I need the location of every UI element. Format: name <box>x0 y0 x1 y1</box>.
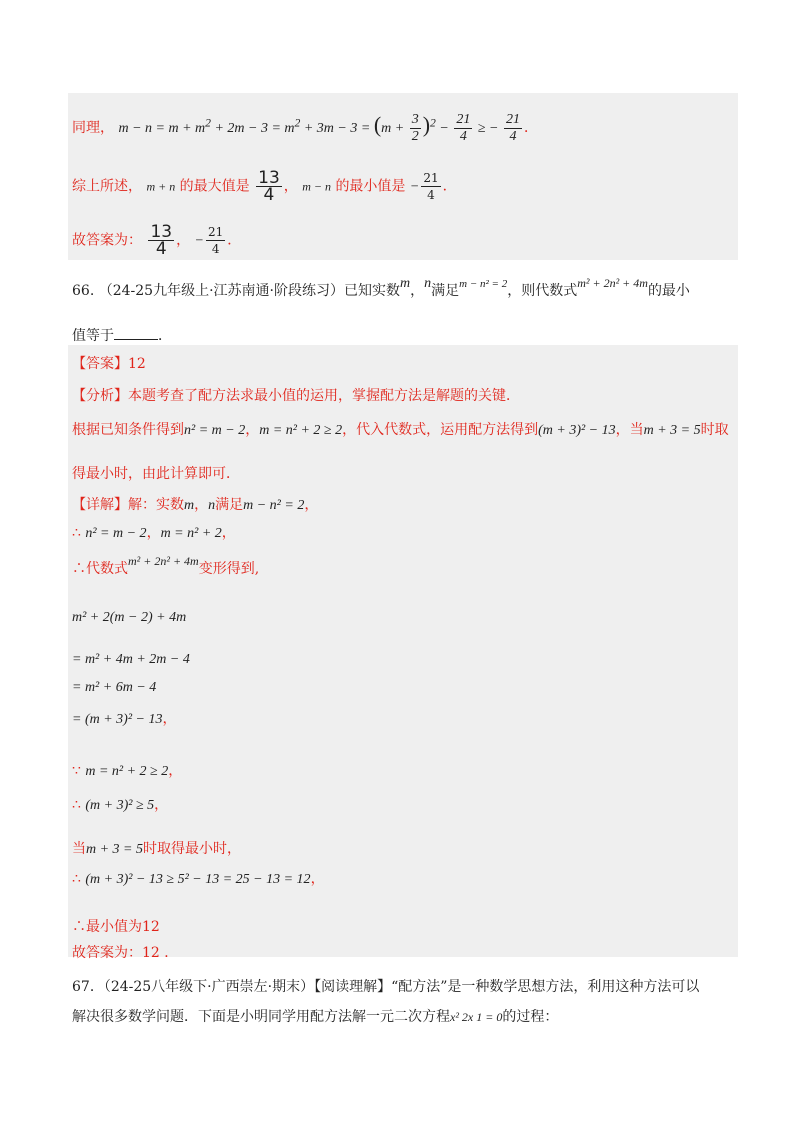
label-similarly: 同理， <box>72 120 114 136</box>
d1-p1: 【详解】解：实数 <box>72 497 184 513</box>
when-line <box>72 838 241 858</box>
label-summary: 综上所述， <box>72 178 142 195</box>
a2-m3: (m + 3)² − 13 <box>538 423 616 438</box>
detail-66-line3 <box>72 554 260 578</box>
d2-m1: n² = m − 2 <box>85 526 147 541</box>
var-n: n <box>424 276 432 291</box>
b2-p2: ， <box>154 797 169 813</box>
line-answer-65: 故答案为： $\frac{13}{4}$ ， − $\frac{21}{4}$ ． <box>72 222 242 259</box>
step-3: = m² + 6m − 4 <box>72 680 157 695</box>
ask: ，则代数式 <box>507 283 578 299</box>
b2-p1: ∴ <box>72 797 86 813</box>
therefore-line-1 <box>72 794 168 814</box>
d1-p4: ， <box>304 497 319 513</box>
d3-p1: ∴代数式 <box>72 561 128 577</box>
d2-p3: ， <box>221 525 236 541</box>
line-similarly: 同理， $m - n = m + m^2 + 2m - 3 = m^2 + 3m - 3 = (m$ + $\frac{3}{2}$ )$^2$ − $\frac{21}{4}$ ≥ − $\frac{21}{4}$ ． <box>72 112 538 145</box>
d1-m2: n <box>208 498 216 513</box>
step-4-math: = (m + 3)² − 13 <box>72 712 163 727</box>
w2-p2: ， <box>310 871 325 887</box>
w1-p2: 时取得最小时， <box>143 841 242 857</box>
question-number: 66. <box>72 283 95 299</box>
w2-p1: ∴ <box>72 871 86 887</box>
frac-answer-13-4: $\frac{13}{4}$ <box>150 222 173 259</box>
question-66-line2 <box>72 325 172 345</box>
d1-m1: m <box>184 498 195 513</box>
w1-p1: 当 <box>72 841 86 857</box>
step-2: = m² + 4m + 2m − 4 <box>72 652 190 667</box>
d1-m3: m − n² = 2 <box>243 498 305 513</box>
d2-p1: ∴ <box>72 525 86 541</box>
period: ． <box>158 328 172 344</box>
step-4 <box>72 708 176 728</box>
analysis-66: 【分析】本题考查了配方法求最小值的运用，掌握配方法是解题的关键． <box>72 388 520 404</box>
question-67-line1: 67．（24-25八年级下·广西崇左·期末）【阅读理解】“配方法”是一种数学思想方法，利用这种方法可以 <box>72 979 700 995</box>
d3-p2: 变形得到, <box>198 561 260 577</box>
therefore-line-2 <box>72 868 325 888</box>
b1-p2: ， <box>168 763 183 779</box>
detail-66-line1 <box>72 494 318 514</box>
line-summary: 综上所述， m + n 的最大值是 $\frac{13}{4}$ ， m − n 的最小值是 − $\frac{21}{4}$ ． <box>72 168 457 205</box>
w1-m1: m + 3 = 5 <box>86 842 144 857</box>
a2-p3: ，代入代数式，运用配方法得到 <box>342 422 539 438</box>
answer-blank <box>114 327 158 340</box>
q67-p2: 的过程： <box>502 1009 559 1025</box>
d3-m1: m² + 2n² + 4m <box>128 554 199 568</box>
d1-p3: 满足 <box>215 497 244 513</box>
math-condition: m − n² = 2 <box>459 278 508 290</box>
math-m-minus-n-short: m − n <box>302 179 331 194</box>
sep: ， <box>283 178 298 195</box>
final-answer-66: 故答案为：12 ． <box>72 945 179 961</box>
a2-p4: ，当 <box>615 422 644 438</box>
answer-66: 【答案】12 <box>72 356 146 372</box>
math-expression: m² + 2n² + 4m <box>577 276 648 290</box>
a2-p2: ， <box>245 422 260 438</box>
a2-m1: n² = m − 2 <box>184 423 246 438</box>
var-m: m <box>399 276 411 291</box>
d2-p2: ， <box>146 525 161 541</box>
b1-p1: ∵ <box>72 763 86 779</box>
question-source: （24-25九年级上·江苏南通·阶段练习）已知实数 <box>98 283 400 299</box>
q67-equation: x² 2x 1 = 0 <box>450 1010 503 1024</box>
analysis-66-line3: 得最小时，由此计算即可． <box>72 466 240 482</box>
a2-m4: m + 3 = 5 <box>643 423 701 438</box>
frac-13-4: $\frac{13}{4}$ <box>258 168 280 205</box>
analysis-66-line2 <box>72 419 729 439</box>
detail-66-line2 <box>72 522 236 542</box>
d2-m2: m = n² + 2 <box>160 526 222 541</box>
because-line <box>72 760 182 780</box>
tail: 的最小 <box>647 283 690 299</box>
a2-p5: 时取 <box>700 422 729 438</box>
q67-p1: 解决很多数学问题．下面是小明同学用配方法解一元二次方程 <box>72 1009 450 1025</box>
satisfy: 满足 <box>431 283 460 299</box>
b2-m1: (m + 3)² ≥ 5 <box>85 798 155 813</box>
b1-m1: m = n² + 2 ≥ 2 <box>85 764 169 779</box>
label-min: 的最小值是 <box>335 178 406 195</box>
label-max: 的最大值是 <box>179 178 250 195</box>
question-66-line2-text: 值等于 <box>72 328 114 344</box>
frac-21-4: $\frac{21}{4}$ <box>423 171 439 202</box>
frac-answer-21-4: $\frac{21}{4}$ <box>208 225 224 256</box>
step-4-end: ， <box>162 711 177 727</box>
comma: ， <box>410 283 425 299</box>
step-1: m² + 2(m − 2) + 4m <box>72 610 187 625</box>
a2-p1: 根据已知条件得到 <box>72 422 184 438</box>
label-answer: 故答案为： <box>72 232 142 249</box>
w2-m1: (m + 3)² − 13 ≥ 5² − 13 = 25 − 13 = 12 <box>85 872 311 887</box>
question-67-line2 <box>72 1006 558 1026</box>
question-66-line1 <box>72 276 690 300</box>
d1-p2: ， <box>194 497 209 513</box>
math-m-plus-n: m + n <box>146 179 176 194</box>
min-value-line: ∴最小值为12 <box>72 919 160 935</box>
math-m-minus-n: $m - n = m + m^2 + 2m - 3 = m^2 + 3m - 3 = (m$ + $\frac{3}{2}$ )$^2$ − $\frac{21}{4}$ ≥ − $\frac{21}{4}$ <box>118 112 520 145</box>
a2-m2: m = n² + 2 ≥ 2 <box>259 423 343 438</box>
